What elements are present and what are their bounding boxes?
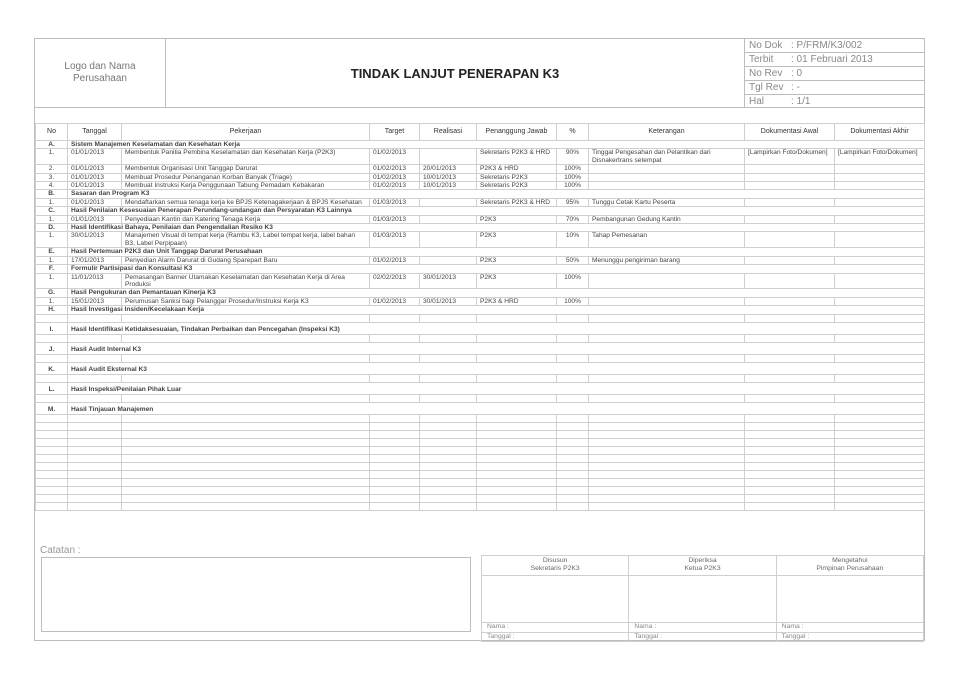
empty-row	[36, 494, 925, 502]
cell-dok-akhir	[835, 173, 925, 181]
section-title: Hasil Audit Eksternal K3	[68, 362, 925, 374]
empty-row	[36, 502, 925, 510]
section-title: Hasil Investigasi Insiden/Kecelakaan Kerja	[68, 306, 925, 314]
sign-diperiksa-header: Diperiksa Ketua P2K3	[629, 556, 776, 576]
cell-pj: P2K3	[477, 273, 557, 289]
table-row	[36, 232, 925, 248]
cell-dok-awal	[745, 256, 835, 264]
cell-realisasi	[420, 256, 477, 264]
section-no: K.	[36, 362, 68, 374]
empty-row	[36, 462, 925, 470]
table-row	[36, 256, 925, 264]
col-dokumentasi-awal: Dokumentasi Awal	[745, 124, 835, 141]
section-row	[36, 190, 925, 198]
logo-text-line2: Perusahaan	[73, 73, 127, 84]
cell-pekerjaan: Membuat Instruksi Kerja Penggunaan Tabung Pemadam Kebakaran	[122, 182, 370, 190]
empty-row	[36, 486, 925, 494]
logo-text-line1: Logo dan Nama	[64, 61, 136, 72]
section-title: Hasil Penilaian Kesesuaian Penerapan Perundang-undangan dan Persyaratan K3 Lainnya	[68, 207, 925, 215]
cell-realisasi: 30/01/2013	[420, 297, 477, 305]
cell-persen: 70%	[557, 215, 589, 223]
sign-diperiksa-tanggal: Tanggal :	[629, 632, 776, 641]
sign-disusun-tanggal: Tanggal :	[482, 632, 629, 641]
cell-realisasi	[420, 215, 477, 223]
section-title: Hasil Inspeksi/Penilaian Pihak Luar	[68, 382, 925, 394]
cell-no: 1.	[36, 149, 68, 165]
sign-disusun-nama: Nama :	[482, 623, 629, 632]
cell-realisasi	[420, 149, 477, 165]
document-info	[745, 39, 924, 107]
sign-diperiksa-space	[629, 575, 776, 623]
cell-keterangan: Tahap Pemesanan	[589, 232, 745, 248]
cell-dok-akhir	[835, 215, 925, 223]
section-title: Formulir Partisipasi dan Konsultasi K3	[68, 265, 925, 273]
section-no: E.	[36, 248, 68, 256]
section-no: L.	[36, 382, 68, 394]
col-no: No	[36, 124, 68, 141]
cell-tanggal: 01/01/2013	[68, 149, 122, 165]
cell-tanggal: 30/01/2013	[68, 232, 122, 248]
doc-number: No Dok : P/FRM/K3/002	[745, 39, 924, 53]
section-no: G.	[36, 289, 68, 297]
cell-persen: 100%	[557, 182, 589, 190]
cell-dok-awal	[745, 198, 835, 206]
cell-persen: 100%	[557, 273, 589, 289]
cell-dok-awal	[745, 173, 835, 181]
cell-dok-awal	[745, 232, 835, 248]
cell-persen: 100%	[557, 173, 589, 181]
empty-row	[36, 414, 925, 422]
cell-pj: Sekretaris P2K3 & HRD	[477, 198, 557, 206]
cell-no: 1.	[36, 215, 68, 223]
section-row	[36, 322, 925, 334]
cell-dok-akhir	[835, 297, 925, 305]
empty-row	[36, 354, 925, 362]
cell-tanggal: 11/01/2013	[68, 273, 122, 289]
section-title: Hasil Identifikasi Ketidaksesuaian, Tindakan Perbaikan dan Pencegahan (Inspeksi K3)	[68, 322, 925, 334]
cell-persen: 100%	[557, 297, 589, 305]
cell-keterangan: Menunggu pengiriman barang	[589, 256, 745, 264]
doc-page: Hal : 1/1	[749, 96, 811, 107]
empty-row	[36, 394, 925, 402]
cell-no: 1.	[36, 273, 68, 289]
sign-disusun-header: Disusun Sekretaris P2K3	[482, 556, 629, 576]
col-realisasi: Realisasi	[420, 124, 477, 141]
cell-pekerjaan: Mendaftarkan semua tenaga kerja ke BPJS Ketenagakerjaan & BPJS Kesehatan	[122, 198, 370, 206]
table-row	[36, 215, 925, 223]
cell-pekerjaan: Membuat Prosedur Penanganan Korban Banyak (Triage)	[122, 173, 370, 181]
empty-row	[36, 422, 925, 430]
sign-mengetahui-space	[776, 575, 923, 623]
cell-dok-awal	[745, 215, 835, 223]
section-no: A.	[36, 141, 68, 149]
cell-target: 02/02/2013	[370, 273, 420, 289]
cell-dok-akhir	[835, 273, 925, 289]
cell-pj: Sekretaris P2K3	[477, 182, 557, 190]
cell-persen: 50%	[557, 256, 589, 264]
cell-target: 01/02/2013	[370, 182, 420, 190]
section-title: Hasil Tinjauan Manajemen	[68, 402, 925, 414]
sign-mengetahui-nama: Nama :	[776, 623, 923, 632]
table-row	[36, 182, 925, 190]
cell-realisasi: 10/01/2013	[420, 182, 477, 190]
table-row	[36, 165, 925, 173]
col-keterangan: Keterangan	[589, 124, 745, 141]
company-logo-placeholder	[35, 39, 166, 107]
table-row	[36, 198, 925, 206]
cell-dok-akhir: [Lampirkan Foto/Dokumen]	[835, 149, 925, 165]
section-row	[36, 224, 925, 232]
section-row	[36, 207, 925, 215]
col-penanggung-jawab: Penanggung Jawab	[477, 124, 557, 141]
section-title: Sasaran dan Program K3	[68, 190, 925, 198]
section-row	[36, 141, 925, 149]
cell-tanggal: 01/01/2013	[68, 198, 122, 206]
cell-no: 1.	[36, 256, 68, 264]
section-no: F.	[36, 265, 68, 273]
sign-disusun-space	[482, 575, 629, 623]
cell-dok-akhir	[835, 165, 925, 173]
section-no: J.	[36, 342, 68, 354]
section-no: C.	[36, 207, 68, 215]
cell-no: 4.	[36, 182, 68, 190]
cell-dok-akhir	[835, 182, 925, 190]
cell-pekerjaan: Membentuk Organisasi Unit Tanggap Darurat	[122, 165, 370, 173]
cell-keterangan	[589, 297, 745, 305]
cell-no: 1.	[36, 232, 68, 248]
form-header	[35, 39, 924, 108]
cell-tanggal: 01/01/2013	[68, 215, 122, 223]
cell-dok-awal: [Lampirkan Foto/Dokumen]	[745, 149, 835, 165]
col-tanggal: Tanggal	[68, 124, 122, 141]
cell-no: 1.	[36, 198, 68, 206]
cell-pekerjaan: Manajemen Visual di tempat kerja (Rambu K3, Label tempat kerja, label bahan B3, Label Perpipaan)	[122, 232, 370, 248]
doc-revision: No Rev : 0	[745, 67, 924, 81]
cell-no: 1.	[36, 297, 68, 305]
section-title: Hasil Pertemuan P2K3 dan Unit Tanggap Darurat Perusahaan	[68, 248, 925, 256]
empty-row	[36, 478, 925, 486]
table-row	[36, 297, 925, 305]
cell-dok-akhir	[835, 198, 925, 206]
cell-dok-awal	[745, 297, 835, 305]
cell-tanggal: 17/01/2013	[68, 256, 122, 264]
sign-mengetahui-tanggal: Tanggal :	[776, 632, 923, 641]
cell-realisasi	[420, 198, 477, 206]
cell-pekerjaan: Perumusan Sanksi bagi Pelanggar Prosedur/Instruksi Kerja K3	[122, 297, 370, 305]
document-title: TINDAK LANJUT PENERAPAN K3	[166, 39, 745, 107]
col-target: Target	[370, 124, 420, 141]
form-frame	[34, 38, 925, 641]
cell-dok-akhir	[835, 232, 925, 248]
cell-keterangan: Pembangunan Gedung Kantin	[589, 215, 745, 223]
cell-no: 2.	[36, 165, 68, 173]
follow-up-table	[35, 123, 925, 511]
cell-keterangan	[589, 273, 745, 289]
section-row	[36, 289, 925, 297]
doc-issued: Terbit : 01 Februari 2013	[745, 53, 924, 67]
cell-target: 01/02/2013	[370, 165, 420, 173]
cell-target: 01/03/2013	[370, 232, 420, 248]
cell-tanggal: 01/01/2013	[68, 182, 122, 190]
cell-realisasi: 30/01/2013	[420, 273, 477, 289]
cell-pekerjaan: Penyediaan Kantin dan Katering Tenaga Kerja	[122, 215, 370, 223]
section-row	[36, 342, 925, 354]
section-no: M.	[36, 402, 68, 414]
notes-label: Catatan :	[40, 545, 81, 556]
sign-diperiksa-nama: Nama :	[629, 623, 776, 632]
col-dokumentasi-akhir: Dokumentasi Akhir	[835, 124, 925, 141]
cell-tanggal: 01/01/2013	[68, 173, 122, 181]
cell-dok-akhir	[835, 256, 925, 264]
cell-keterangan	[589, 182, 745, 190]
cell-pekerjaan: Pemasangan Banner Utamakan Keselamatan dan Kesehatan Kerja di Area Produksi	[122, 273, 370, 289]
empty-row	[36, 334, 925, 342]
table-row	[36, 149, 925, 165]
cell-dok-awal	[745, 273, 835, 289]
section-title: Sistem Manajemen Keselamatan dan Kesehatan Kerja	[68, 141, 925, 149]
cell-target: 01/03/2013	[370, 198, 420, 206]
section-title: Hasil Pengukuran dan Pemantauan Kinerja K3	[68, 289, 925, 297]
empty-row	[36, 374, 925, 382]
section-row	[36, 306, 925, 314]
col-persen: %	[557, 124, 589, 141]
doc-revision-date: Tgl Rev : -	[745, 81, 924, 95]
section-row	[36, 248, 925, 256]
cell-pj: Sekretaris P2K3	[477, 173, 557, 181]
cell-keterangan: Tunggu Cetak Kartu Peserta	[589, 198, 745, 206]
cell-tanggal: 15/01/2013	[68, 297, 122, 305]
cell-target: 01/02/2013	[370, 297, 420, 305]
cell-keterangan: Tinggal Pengesahan dan Pelantikan dari Disnakertrans setempat	[589, 149, 745, 165]
cell-target: 01/03/2013	[370, 215, 420, 223]
table-header-row	[36, 124, 925, 141]
cell-pekerjaan: Penyedian Alarm Darurat di Gudang Sparepart Baru	[122, 256, 370, 264]
cell-keterangan	[589, 165, 745, 173]
cell-target: 01/02/2013	[370, 173, 420, 181]
cell-realisasi: 10/01/2013	[420, 173, 477, 181]
table-row	[36, 273, 925, 289]
empty-row	[36, 314, 925, 322]
col-pekerjaan: Pekerjaan	[122, 124, 370, 141]
cell-dok-awal	[745, 165, 835, 173]
sign-mengetahui-header: Mengetahui Pimpinan Perusahaan	[776, 556, 923, 576]
cell-target: 01/02/2013	[370, 149, 420, 165]
section-title: Hasil Audit Internal K3	[68, 342, 925, 354]
cell-persen: 10%	[557, 232, 589, 248]
cell-persen: 100%	[557, 165, 589, 173]
empty-row	[36, 430, 925, 438]
cell-no: 3.	[36, 173, 68, 181]
cell-pj: P2K3	[477, 232, 557, 248]
cell-dok-awal	[745, 182, 835, 190]
cell-realisasi	[420, 232, 477, 248]
empty-row	[36, 454, 925, 462]
section-no: H.	[36, 306, 68, 314]
signature-table	[481, 555, 924, 642]
section-title: Hasil Identifikasi Bahaya, Penilaian dan Pengendalian Resiko K3	[68, 224, 925, 232]
section-row	[36, 382, 925, 394]
cell-persen: 95%	[557, 198, 589, 206]
table-row	[36, 173, 925, 181]
cell-pj: P2K3	[477, 215, 557, 223]
section-row	[36, 402, 925, 414]
cell-target: 01/02/2013	[370, 256, 420, 264]
section-row	[36, 362, 925, 374]
cell-pj: P2K3	[477, 256, 557, 264]
cell-pj: Sekretaris P2K3 & HRD	[477, 149, 557, 165]
cell-pj: P2K3 & HRD	[477, 165, 557, 173]
cell-pekerjaan: Membentuk Panitia Pembina Keselamatan dan Kesehatan Kerja (P2K3)	[122, 149, 370, 165]
section-no: D.	[36, 224, 68, 232]
cell-keterangan	[589, 173, 745, 181]
empty-row	[36, 470, 925, 478]
empty-row	[36, 438, 925, 446]
cell-realisasi: 20/01/2013	[420, 165, 477, 173]
cell-persen: 90%	[557, 149, 589, 165]
notes-box	[41, 557, 471, 632]
section-row	[36, 265, 925, 273]
cell-tanggal: 01/01/2013	[68, 165, 122, 173]
cell-pj: P2K3 & HRD	[477, 297, 557, 305]
section-no: I.	[36, 322, 68, 334]
section-no: B.	[36, 190, 68, 198]
empty-row	[36, 446, 925, 454]
